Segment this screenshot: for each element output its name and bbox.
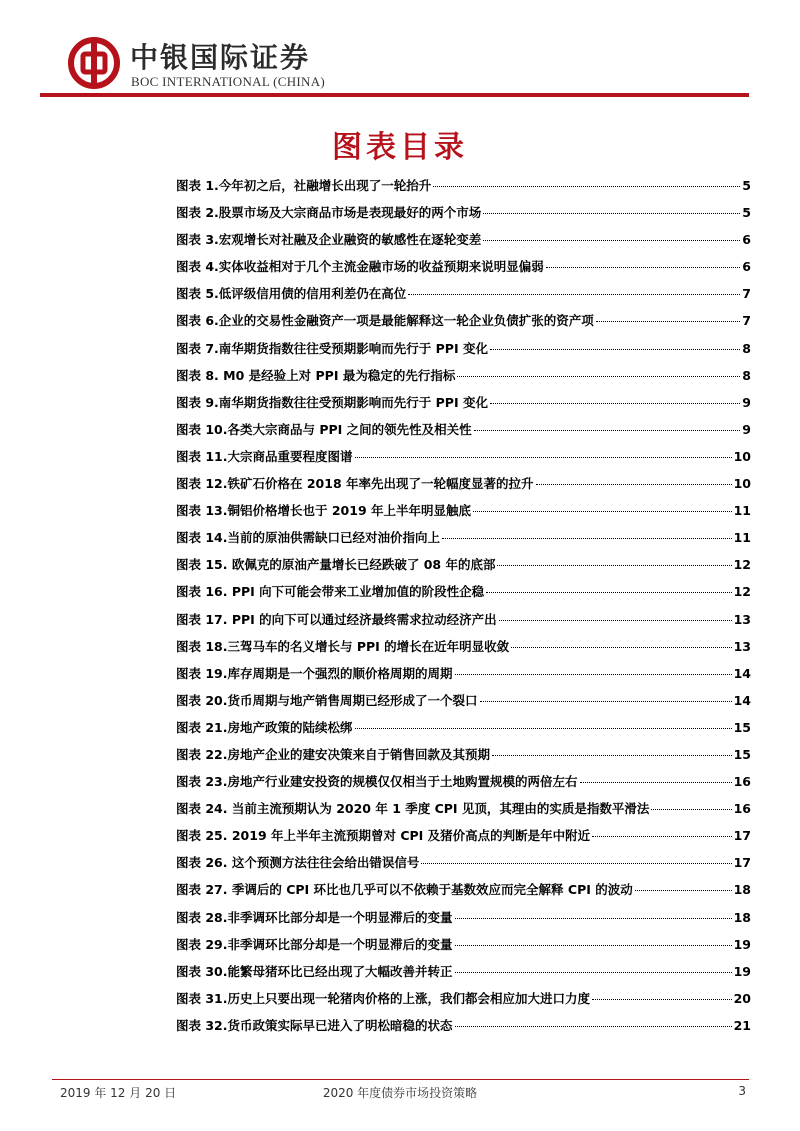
- toc-entry[interactable]: [176, 664, 751, 691]
- toc-entry[interactable]: [176, 501, 751, 528]
- toc-entry[interactable]: [176, 203, 751, 230]
- toc-entry-page: 16: [733, 774, 751, 790]
- toc-dot-leader: [492, 755, 732, 756]
- toc-entry-title: 图表 28.非季调环比部分却是一个明显滞后的变量: [176, 909, 453, 925]
- brand-name-cn: 中银国际证券: [130, 41, 311, 74]
- toc-entry[interactable]: [176, 284, 751, 311]
- toc-entry-title: 图表 1.今年初之后，社融增长出现了一轮抬升: [176, 178, 432, 193]
- toc-entry-page: 8: [742, 367, 751, 383]
- toc-dot-leader: [455, 945, 732, 946]
- toc-entry-page: 9: [742, 421, 751, 437]
- toc-dot-leader: [483, 240, 740, 241]
- toc-entry[interactable]: [176, 393, 751, 420]
- toc-dot-leader: [473, 511, 732, 512]
- toc-entry-page: 10: [733, 448, 751, 464]
- toc-entry-page: 12: [733, 557, 751, 573]
- toc-entry-title: 图表 3.宏观增长对社融及企业融资的敏感性在逐轮变差: [176, 232, 482, 248]
- toc-entry-page: 6: [742, 232, 751, 248]
- toc-dot-leader: [580, 782, 732, 783]
- toc-entry[interactable]: [176, 339, 751, 366]
- toc-entry-title: 图表 17. PPI 的向下可以通过经济最终需求拉动经济产出: [176, 611, 497, 627]
- toc-dot-leader: [455, 918, 732, 919]
- toc-entry-title: 图表 25. 2019 年上半年主流预期曾对 CPI 及猪价高点的判断是年中附近: [176, 828, 591, 844]
- toc-entry[interactable]: [176, 420, 751, 447]
- toc-dot-leader: [355, 457, 732, 458]
- toc-entry-title: 图表 22.房地产企业的建安决策来自于销售回款及其预期: [176, 746, 490, 762]
- toc-entry-page: 14: [733, 665, 751, 681]
- toc-entry-page: 13: [733, 611, 751, 627]
- boc-logo-icon: [68, 37, 120, 89]
- toc-entry-page: 18: [733, 882, 751, 898]
- toc-entry-page: 6: [742, 259, 751, 275]
- toc-entry-page: 12: [733, 584, 751, 600]
- toc-entry[interactable]: [176, 718, 751, 745]
- toc-entry-page: 19: [733, 963, 751, 979]
- toc-entry[interactable]: [176, 176, 751, 203]
- toc-entry-title: 图表 4.实体收益相对于几个主流金融市场的收益预期来说明显偏弱: [176, 259, 544, 275]
- toc-dot-leader: [497, 565, 731, 566]
- toc-entry[interactable]: [176, 230, 751, 257]
- toc-entry[interactable]: [176, 989, 751, 1016]
- toc-entry-page: 8: [742, 340, 751, 356]
- toc-dot-leader: [480, 701, 732, 702]
- toc-entry-title: 图表 10.各类大宗商品与 PPI 之间的领先性及相关性: [176, 421, 472, 437]
- toc-entry[interactable]: [176, 637, 751, 664]
- toc-entry-title: 图表 19.库存周期是一个强烈的顺价格周期的周期: [176, 665, 453, 681]
- toc-dot-leader: [408, 294, 740, 295]
- toc-entry-title: 图表 12.铁矿石价格在 2018 年率先出现了一轮幅度显著的拉升: [176, 476, 534, 492]
- toc-entry-title: 图表 7.南华期货指数往往受预期影响而先行于 PPI 变化: [176, 340, 488, 356]
- toc-entry-title: 图表 32.货币政策实际早已进入了明松暗稳的状态: [176, 1017, 453, 1033]
- toc-entry-page: 17: [733, 828, 751, 844]
- header-divider: [40, 93, 749, 97]
- toc-entry-page: 13: [733, 638, 751, 654]
- toc-entry-page: 11: [733, 530, 751, 546]
- toc-entry[interactable]: [176, 366, 751, 393]
- toc-entry-page: 5: [742, 205, 751, 221]
- toc-entry-title: 图表 26. 这个预测方法往往会给出错误信号: [176, 855, 420, 871]
- toc-entry-title: 图表 6.企业的交易性金融资产一项是最能解释这一轮企业负债扩张的资产项: [176, 313, 594, 329]
- toc-dot-leader: [592, 999, 732, 1000]
- toc-dot-leader: [433, 186, 740, 187]
- toc-entry-title: 图表 24. 当前主流预期认为 2020 年 1 季度 CPI 见顶，其理由的实质是指数平滑法: [176, 801, 650, 817]
- toc-entry[interactable]: [176, 555, 751, 582]
- toc-entry[interactable]: [176, 772, 751, 799]
- toc-entry-title: 图表 14.当前的原油供需缺口已经对油价指向上: [176, 530, 440, 546]
- toc-entry-title: 图表 5.低评级信用债的信用利差仍在高位: [176, 286, 407, 302]
- footer-report-title: 2020 年度债券市场投资策略: [322, 1086, 478, 1100]
- toc-dot-leader: [474, 430, 741, 431]
- toc-entry-page: 14: [733, 692, 751, 708]
- toc-dot-leader: [635, 890, 732, 891]
- page-title: 图表目录: [332, 130, 468, 165]
- toc-entry-page: 9: [742, 394, 751, 410]
- toc-dot-leader: [536, 484, 732, 485]
- toc-entry-title: 图表 2.股票市场及大宗商品市场是表现最好的两个市场: [176, 205, 482, 221]
- toc-entry-title: 图表 21.房地产政策的陆续松绑: [176, 719, 353, 735]
- toc-entry[interactable]: [176, 745, 751, 772]
- toc-entry-title: 图表 20.货币周期与地产销售周期已经形成了一个裂口: [176, 692, 478, 708]
- toc-dot-leader: [499, 620, 732, 621]
- toc-entry-page: 11: [733, 503, 751, 519]
- toc-dot-leader: [421, 863, 731, 864]
- toc-entry-title: 图表 27. 季调后的 CPI 环比也几乎可以不依赖于基数效应而完全解释 CPI 的波动: [176, 882, 633, 898]
- toc-entry[interactable]: [176, 528, 751, 555]
- toc-dot-leader: [490, 403, 740, 404]
- footer-page-number: 3: [738, 1084, 746, 1098]
- toc-dot-leader: [486, 592, 731, 593]
- toc-dot-leader: [457, 376, 740, 377]
- toc-dot-leader: [455, 972, 732, 973]
- toc-entry-page: 18: [733, 909, 751, 925]
- toc-entry[interactable]: [176, 962, 751, 989]
- toc-entry-title: 图表 31.历史上只要出现一轮猪肉价格的上涨，我们都会相应加大进口力度: [176, 990, 590, 1006]
- toc-dot-leader: [511, 647, 731, 648]
- figure-index-list: [176, 176, 751, 1043]
- toc-entry-page: 15: [733, 746, 751, 762]
- toc-entry-page: 10: [733, 476, 751, 492]
- toc-entry-title: 图表 8. M0 是经验上对 PPI 最为稳定的先行指标: [176, 367, 456, 383]
- toc-dot-leader: [483, 213, 740, 214]
- toc-entry[interactable]: [176, 799, 751, 826]
- toc-dot-leader: [490, 349, 740, 350]
- toc-entry-page: 21: [733, 1017, 751, 1033]
- toc-entry[interactable]: [176, 691, 751, 718]
- toc-entry-title: 图表 18.三驾马车的名义增长与 PPI 的增长在近年明显收敛: [176, 638, 510, 654]
- toc-entry[interactable]: [176, 474, 751, 501]
- footer-date: 2019 年 12 月 20 日: [60, 1086, 177, 1100]
- toc-entry-title: 图表 29.非季调环比部分却是一个明显滞后的变量: [176, 936, 453, 952]
- toc-entry[interactable]: [176, 311, 751, 338]
- toc-entry-title: 图表 9.南华期货指数往往受预期影响而先行于 PPI 变化: [176, 394, 488, 410]
- toc-entry-page: 19: [733, 936, 751, 952]
- toc-entry[interactable]: [176, 257, 751, 284]
- toc-entry[interactable]: [176, 826, 751, 853]
- toc-entry-page: 7: [742, 313, 751, 329]
- toc-dot-leader: [355, 728, 732, 729]
- toc-dot-leader: [592, 836, 731, 837]
- toc-entry-page: 5: [742, 178, 751, 193]
- page-header: [0, 0, 800, 100]
- footer-divider: [52, 1079, 749, 1080]
- toc-dot-leader: [442, 538, 732, 539]
- toc-entry[interactable]: [176, 908, 751, 935]
- toc-entry-title: 图表 16. PPI 向下可能会带来工业增加值的阶段性企稳: [176, 584, 485, 600]
- toc-entry[interactable]: [176, 1016, 751, 1043]
- toc-entry[interactable]: [176, 880, 751, 907]
- toc-entry-page: 7: [742, 286, 751, 302]
- toc-dot-leader: [455, 674, 732, 675]
- toc-dot-leader: [455, 1026, 732, 1027]
- toc-entry-title: 图表 11.大宗商品重要程度图谱: [176, 448, 353, 464]
- toc-entry-title: 图表 13.铜铝价格增长也于 2019 年上半年明显触底: [176, 503, 471, 519]
- toc-entry-title: 图表 15. 欧佩克的原油产量增长已经跌破了 08 年的底部: [176, 557, 496, 573]
- toc-entry-page: 15: [733, 719, 751, 735]
- toc-dot-leader: [546, 267, 740, 268]
- toc-entry[interactable]: [176, 582, 751, 609]
- toc-entry[interactable]: [176, 853, 751, 880]
- toc-dot-leader: [596, 321, 740, 322]
- toc-entry-page: 16: [733, 801, 751, 817]
- brand-name-en: BOC INTERNATIONAL (CHINA): [131, 74, 326, 89]
- toc-dot-leader: [651, 809, 731, 810]
- toc-entry[interactable]: [176, 447, 751, 474]
- toc-entry[interactable]: [176, 610, 751, 637]
- toc-entry-page: 20: [733, 990, 751, 1006]
- toc-entry-page: 17: [733, 855, 751, 871]
- toc-entry-title: 图表 23.房地产行业建安投资的规模仅仅相当于土地购置规模的两倍左右: [176, 774, 578, 790]
- toc-entry[interactable]: [176, 935, 751, 962]
- toc-entry-title: 图表 30.能繁母猪环比已经出现了大幅改善并转正: [176, 963, 453, 979]
